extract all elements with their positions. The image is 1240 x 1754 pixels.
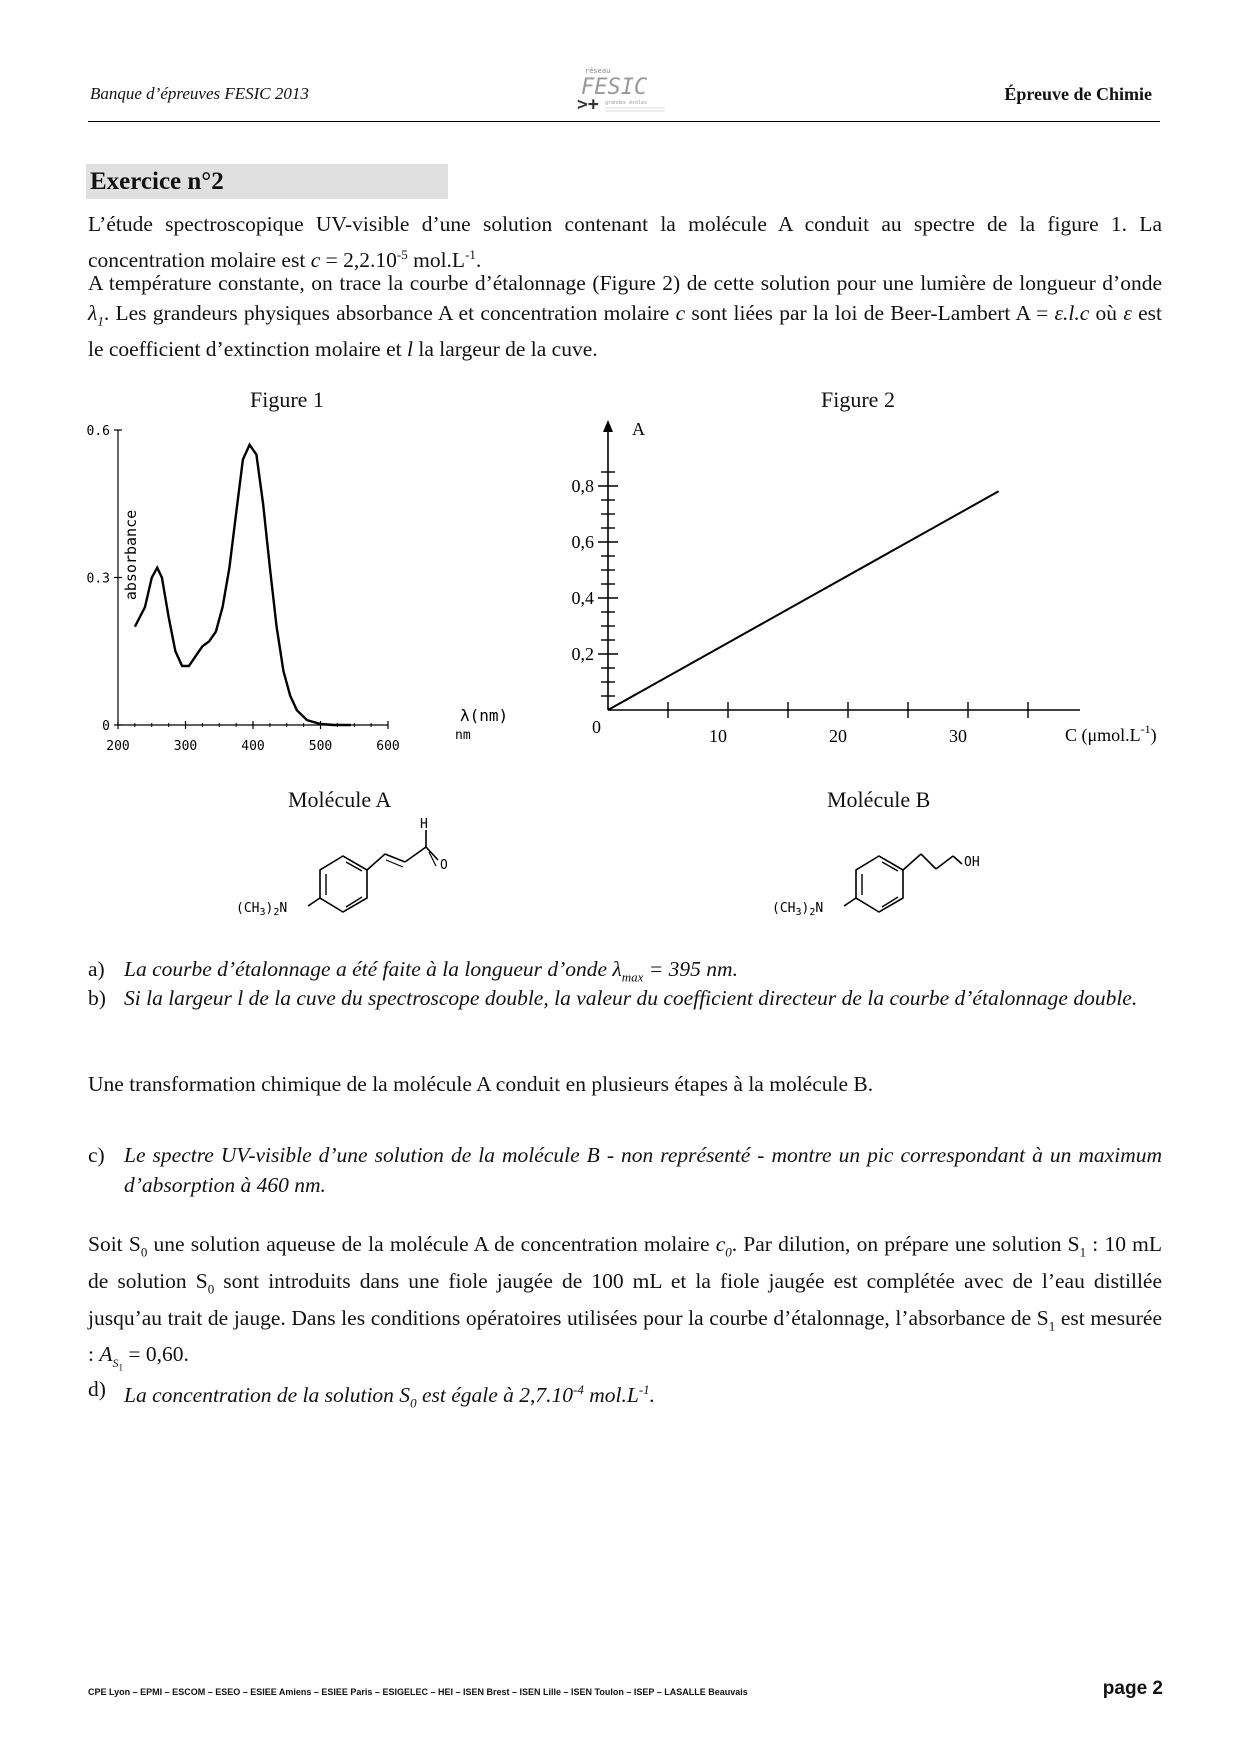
figure2-title: Figure 2 [821, 387, 895, 412]
question-c: c) Le spectre UV-visible d’une solution de la molécule B - non représenté - montre un pic correspondant à un maximum d’absorption à 460 nm. [88, 1143, 1162, 1197]
fig2-y-arrow [603, 420, 613, 432]
logo-sub-text: grandes écoles [605, 100, 648, 106]
fig2-origin-label: 0 [592, 717, 601, 737]
fig2-x-tick-label: 30 [949, 726, 967, 746]
fig1-y-tick-label: 0 [102, 719, 110, 734]
fig2-x-label: C $(\mu mol.L^{-1})$ [1065, 722, 1157, 745]
fig1-x-tick-label: 400 [241, 739, 265, 754]
question-a-label: a) [88, 957, 105, 981]
molecule-a-title: Molécule A [288, 787, 392, 812]
benzene-ring-b [856, 856, 903, 912]
dimethylamino-group-a: $(CH_3)_2N$ [236, 901, 288, 918]
header-right: Épreuve de Chimie [1004, 84, 1152, 104]
fig1-x-tick-label: 600 [376, 739, 400, 754]
logo-main-text: FESIC [581, 75, 648, 100]
question-d-label: d) [88, 1377, 106, 1401]
question-b: b) Si la largeur l de la cuve du spectroscope double, la valeur du coefficient directeur de la courbe d’étalonnage double. [88, 984, 1162, 1044]
fig2-y-tick-label: 0,6 [571, 532, 594, 552]
transition-sentence: Une transformation chimique de la molécule A conduit en plusieurs étapes à la molécule B. [88, 1072, 874, 1096]
figure1-title: Figure 1 [250, 387, 324, 412]
fig1-y-label: absorbance [122, 509, 140, 601]
svg-text:>+: >+ [577, 94, 599, 115]
fesic-logo [575, 64, 670, 116]
fig2-y-label: A [632, 419, 645, 439]
exercise-title: Exercice n°2 [86, 164, 448, 199]
page-number: page 2 [1102, 1678, 1163, 1699]
footer-schools: CPE Lyon – EPMI – ESCOM – ESEO – ESIEE Amiens – ESIEE Paris – ESIGELEC – HEI – ISEN Brest – ISEN Lille – ISEN Toulon – ISEP – LASALLE Beauvais [88, 1687, 748, 1697]
question-a: a) La courbe d’étalonnage a été faite à la longueur d’onde $\lambda_{max} = 395$ nm. [88, 957, 738, 985]
figure1-chart [70, 415, 520, 760]
fig2-y-tick-label: 0,4 [571, 588, 594, 608]
intro-paragraph-1: L’étude spectroscopique UV-visible d’une solution contenant la molécule A conduit au spectre de la figure 1. La concentration molaire est $c = 2,2.10^{-5}$ $mol.L^{-1}$. [88, 212, 1162, 272]
fig1-spectrum-curve [135, 445, 351, 725]
fig1-x-label: λ(nm) [460, 706, 509, 725]
molecule-b-title: Molécule B [827, 787, 931, 812]
molecule-b-structure [766, 828, 1026, 918]
fig1-x-tick-label: 300 [173, 739, 198, 754]
intro-paragraph-2: A température constante, on trace la courbe d’étalonnage (Figure 2) de cette solution pour une lumière de longueur d’onde $\lambda_1$. Les grandeurs physiques absorbance A et concentration molaire c sont liées par la loi de Beer-Lambert A = ε.l.c où ε est le coefficient d’extinction molaire et l la largeur de la cuve. [88, 271, 1162, 362]
fig1-y-tick-label: 0.6 [86, 424, 110, 439]
fig2-x-tick-label: 10 [709, 726, 727, 746]
fig2-y-tick-label: 0,8 [571, 476, 594, 496]
fig1-x-tick-label: 500 [308, 739, 333, 754]
fig1-x-unit: nm [455, 728, 471, 743]
header-divider [88, 121, 1160, 122]
atom-o: O [440, 858, 448, 873]
dimethylamino-group-b: $(CH_3)_2N$ [772, 901, 824, 918]
figure2-chart [540, 410, 1180, 755]
fig2-calibration-line [608, 491, 999, 710]
question-d: d) La concentration de la solution $S_0$ est égale à $2,7.10^{-4}$ $mol.L^{-1}$. [88, 1377, 656, 1411]
fig1-y-tick-label: 0.3 [86, 571, 110, 587]
molecule-a-structure [230, 818, 480, 918]
question-c-label: c) [88, 1143, 105, 1167]
fig1-x-tick-label: 200 [106, 739, 130, 754]
atom-h: H [420, 818, 428, 832]
fig2-y-tick-label: 0,2 [571, 644, 594, 664]
benzene-ring-a [320, 856, 367, 912]
question-b-label: b) [88, 986, 106, 1010]
hydroxyl-group: OH [964, 855, 980, 870]
fig2-x-tick-label: 20 [829, 726, 847, 746]
header-left: Banque d’épreuves FESIC 2013 [90, 84, 309, 103]
solution-paragraph: Soit $S_0$ une solution aqueuse de la molécule A de concentration molaire $c_0$. Par dilution, on prépare une solution $S_1$ : 10 mL de solution $S_0$ sont introduits dans une fiole jaugée de 100 mL et la fiole jaugée est complétée avec de l’eau distillée jusqu’au trait de jauge. Dans les conditions opératoires utilisées pour la courbe d’étalonnage, l’absorbance de $S_1$ est mesurée : $A_{S_1} = 0,60$. [88, 1232, 1163, 1373]
logo-top-text: réseau [585, 67, 611, 75]
